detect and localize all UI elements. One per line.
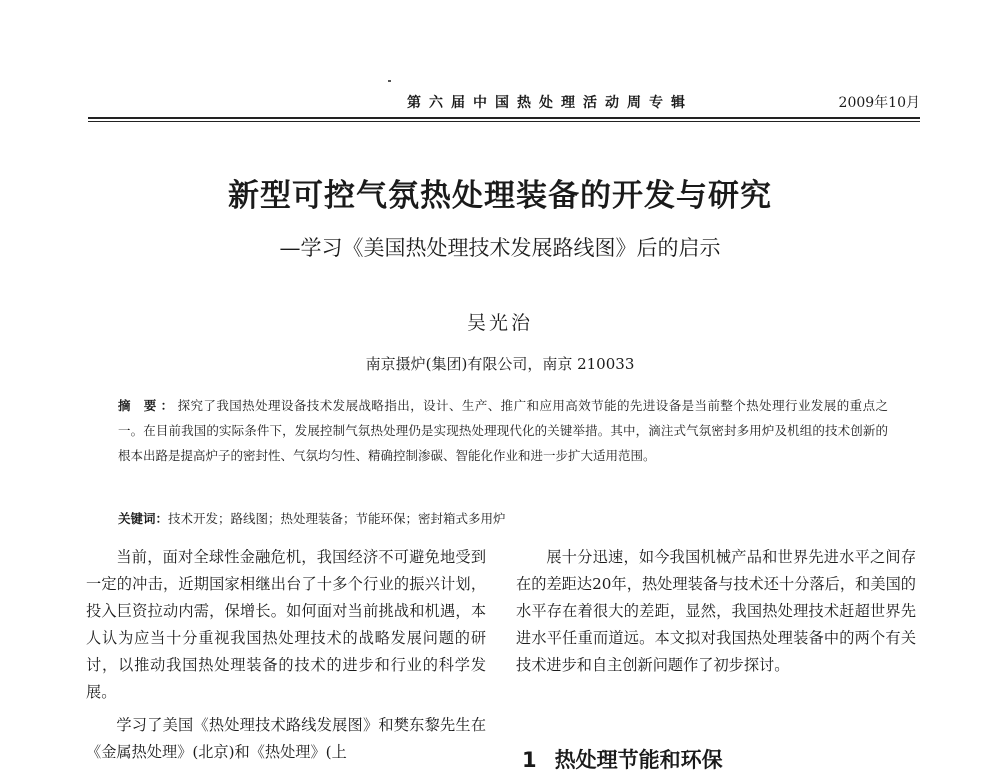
section-number: 1 (522, 748, 537, 772)
paper-title: 新型可控气氛热处理装备的开发与研究 (228, 178, 772, 214)
running-header (90, 92, 920, 114)
body-paragraph: 学习了美国《热处理技术路线发展图》和樊东黎先生在《金属热处理》(北京)和《热处理》(上 (86, 716, 486, 761)
body-column-right (516, 544, 916, 685)
header-rule-thin (88, 121, 920, 122)
author-affiliation: 南京摄炉(集团)有限公司，南京 210033 (365, 355, 635, 373)
section-heading (522, 744, 723, 774)
print-speck (388, 80, 391, 82)
body-paragraph: 当前，面对全球性金融危机，我国经济不可避免地受到一定的冲击，近期国家相继出台了十多个行业的振兴计划，投入巨资拉动内需，保增长。如何面对当前挑战和机遇，本人认为应当十分重视我国热处理技术的战略发展问题的研讨，以推动我国热处理装备的技术的进步和行业的科学发展。 (86, 548, 486, 701)
abstract-text: 探究了我国热处理设备技术发展战略指出，设计、生产、推广和应用高效节能的先进设备是当前整个热处理行业发展的重点之一。在目前我国的实际条件下，发展控制气氛热处理仍是实现热处理现代化的关键举措。其中，滴注式气氛密封多用炉及机组的技术创新的根本出路是提高炉子的密封性、气氛均匀性、精确控制渗碳、智能化作业和进一步扩大适用范围。 (118, 398, 888, 463)
body-paragraph: 展十分迅速，如今我国机械产品和世界先进水平之间存在的差距达20年，热处理装备与技术还十分落后，和美国的水平存在着很大的差距，显然，我国热处理技术赶超世界先进水平任重而道远。本文拟对我国热处理装备中的两个有关技术进步和自主创新问题作了初步探讨。 (516, 548, 916, 674)
journal-name: 第六届中国热处理活动周专辑 (407, 95, 693, 111)
issue-date: 2009年10月 (838, 95, 920, 111)
keywords-label: 关键词： (118, 511, 169, 526)
author-name: 吴光治 (466, 312, 533, 334)
keywords-text: 技术开发；路线图；热处理装备；节能环保；密封箱式多用炉 (168, 511, 506, 526)
body-column-left (86, 544, 486, 772)
abstract (118, 393, 888, 468)
header-rule-thick (88, 117, 920, 119)
paper-subtitle: —学习《美国热处理技术发展路线图》后的启示 (279, 236, 721, 260)
section-title: 热处理节能和环保 (554, 748, 723, 772)
keywords (118, 509, 888, 527)
abstract-label: 摘 要： (118, 398, 178, 413)
